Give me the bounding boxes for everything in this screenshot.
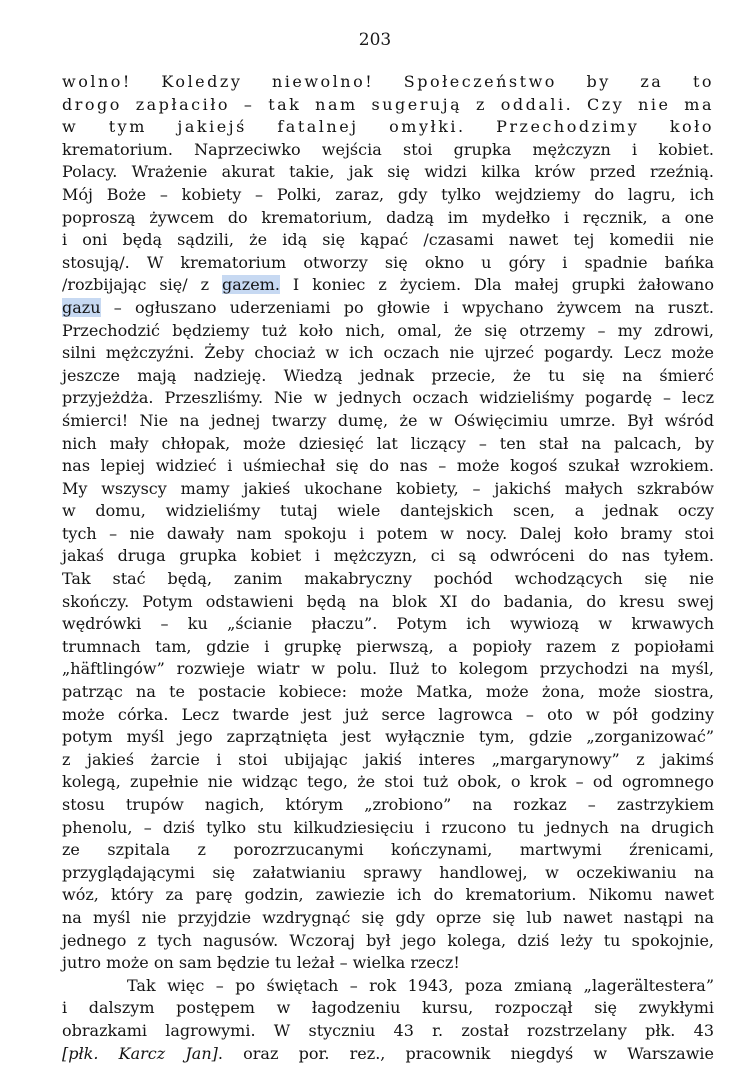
text-line: na myśl nie przyjdzie wzdrygnąć się gdy oprze się lub nawet nastąpi na: [62, 907, 714, 927]
text-line: Przechodzić będziemy tuż koło nich, omal, że się otrzemy – my zdrowi,: [62, 320, 714, 340]
text-line: patrząc na te postacie kobiece: może Matka, może żona, może siostra,: [62, 682, 714, 702]
text-fragment: /rozbijając się/ z: [62, 275, 222, 295]
text-line: w tym jakiejś fatalnej omyłki. Przechodzimy koło: [62, 117, 714, 137]
text-line: phenolu, – dziś tylko stu kilkudziesięciu i rzucono tu jednych na drugich: [62, 817, 714, 837]
text-line: poproszą żywcem do krematorium, dadzą im mydełko i ręcznik, a one: [62, 207, 714, 227]
text-fragment: – ogłuszano uderzeniami po głowie i wpychano żywcem na ruszt.: [100, 297, 714, 317]
text-line: tych – nie dawały nam spokoju i potem w nocy. Dalej koło bramy stoi: [62, 523, 714, 543]
italic-fragment: [płk. Karcz Jan]: [62, 1043, 218, 1063]
text-line: trumnach tam, gdzie i grupkę pierwszą, a popioły razem z popiołami: [62, 636, 714, 656]
text-line: silni mężczyźni. Żeby chociaż w ich oczach nie ujrzeć pogardy. Lecz może: [62, 343, 714, 363]
text-line: nich mały chłopak, może dziesięć lat liczący – ten stał na palcach, by: [62, 433, 714, 453]
text-line: obrazkami lagrowymi. W styczniu 43 r. został rozstrzelany płk. 43: [62, 1020, 714, 1040]
text-line: [62, 297, 714, 320]
text-line: [62, 1043, 714, 1066]
text-line: śmierci! Nie na jednej twarzy dumę, że w Oświęcimiu umrze. Był wśród: [62, 410, 714, 430]
text-line: z jakieś żarcie i stoi ubijając jakiś interes „margarynowy” z jakimś: [62, 749, 714, 769]
text-line: [62, 274, 714, 297]
text-line: krematorium. Naprzeciwko wejścia stoi grupka mężczyzn i kobiet.: [62, 139, 714, 159]
text-line: potym myśl jego zaprzątnięta jest wyłącznie tym, gdzie „zorganizować”: [62, 727, 714, 747]
text-line: Tak więc – po świętach – rok 1943, poza zmianą „lagerältestera”: [127, 975, 714, 995]
text-line: wolno! Koledzy niewolno! Społeczeństwo by za to: [62, 72, 714, 91]
text-line: stosu trupów nagich, którym „zrobiono” na rozkaz – zastrzykiem: [62, 795, 714, 814]
text-line: skończy. Potym odstawieni będą na blok XI do badania, do kresu swej: [62, 591, 714, 611]
text-line: Tak stać będą, zanim makabryczny pochód wchodzących się nie: [62, 569, 714, 589]
text-line: Mój Boże – kobiety – Polki, zaraz, gdy tylko wejdziemy do lagru, ich: [62, 184, 714, 204]
text-line: i dalszym postępem w łagodzeniu kursu, rozpoczął się zwykłymi: [62, 998, 714, 1018]
text-line: jeszcze mają nadzieję. Wiedzą jednak przecie, że tu się na śmierć: [62, 365, 714, 385]
text-line: wędrówki – ku „ścianie płaczu”. Potym ich wywiozą w krwawych: [62, 614, 714, 634]
text-line: drogo zapłaciło – tak nam sugerują z oddali. Czy nie ma: [62, 94, 714, 114]
text-line: w domu, widzieliśmy tutaj wiele dantejskich scen, a jednak oczy: [62, 501, 714, 521]
text-line: może córka. Lecz twarde jest już serce lagrowca – oto w pół godziny: [62, 704, 714, 724]
text-line: przyjeżdża. Przeszliśmy. Nie w jednych oczach widzieliśmy pogardę – lecz: [62, 388, 714, 408]
text-fragment: I koniec z życiem. Dla małej grupki żałowano: [279, 275, 714, 295]
text-line: jakaś druga grupka kobiet i mężczyzn, ci są odwróceni do nas tyłem.: [62, 546, 714, 566]
text-line: jednego z tych nagusów. Wczoraj był jego kolega, dziś leży tu spokojnie,: [62, 930, 714, 950]
text-line: nas lepiej widzieć i uśmiechał się do nas – może kogoś szukał wzrokiem.: [62, 456, 714, 476]
text-line: My wszyscy mamy jakieś ukochane kobiety, – jakichś małych szkrabów: [62, 478, 714, 498]
text-line: wóz, który za parę godzin, zawiezie ich do krematorium. Nikomu nawet: [62, 885, 714, 905]
text-line: i oni będą sądzili, że idą się kąpać /czasami nawet tej komedii nie: [62, 230, 714, 250]
text-line: „häftlingów” rozwieje wiatr w polu. Iluż to kolegom przychodzi na myśl,: [62, 659, 714, 679]
body-text: [62, 71, 714, 1065]
text-fragment: . oraz por. rez., pracownik niegdyś w Warszawie: [217, 1043, 714, 1063]
highlighted-word: gazu: [62, 297, 101, 317]
page-number: 203: [358, 30, 392, 50]
text-line: Polacy. Wrażenie akurat takie, jak się widzi kilka krów przed rzeźnią.: [62, 162, 714, 182]
text-line: przyglądającymi się załatwianiu sprawy handlowej, w oczekiwaniu na: [62, 862, 714, 882]
highlighted-word: gazem.: [221, 275, 280, 295]
text-line: kolegą, zupełnie nie widząc tego, że stoi tuż obok, o krok – od ogromnego: [62, 772, 714, 792]
text-line: stosują/. W krematorium otworzy się okno u góry i spadnie bańka: [62, 252, 714, 272]
text-line: ze szpitala z porozrzucanymi kończynami, martwymi źrenicami,: [62, 840, 714, 860]
text-line: jutro może on sam będzie tu leżał – wielka rzecz!: [62, 953, 460, 973]
